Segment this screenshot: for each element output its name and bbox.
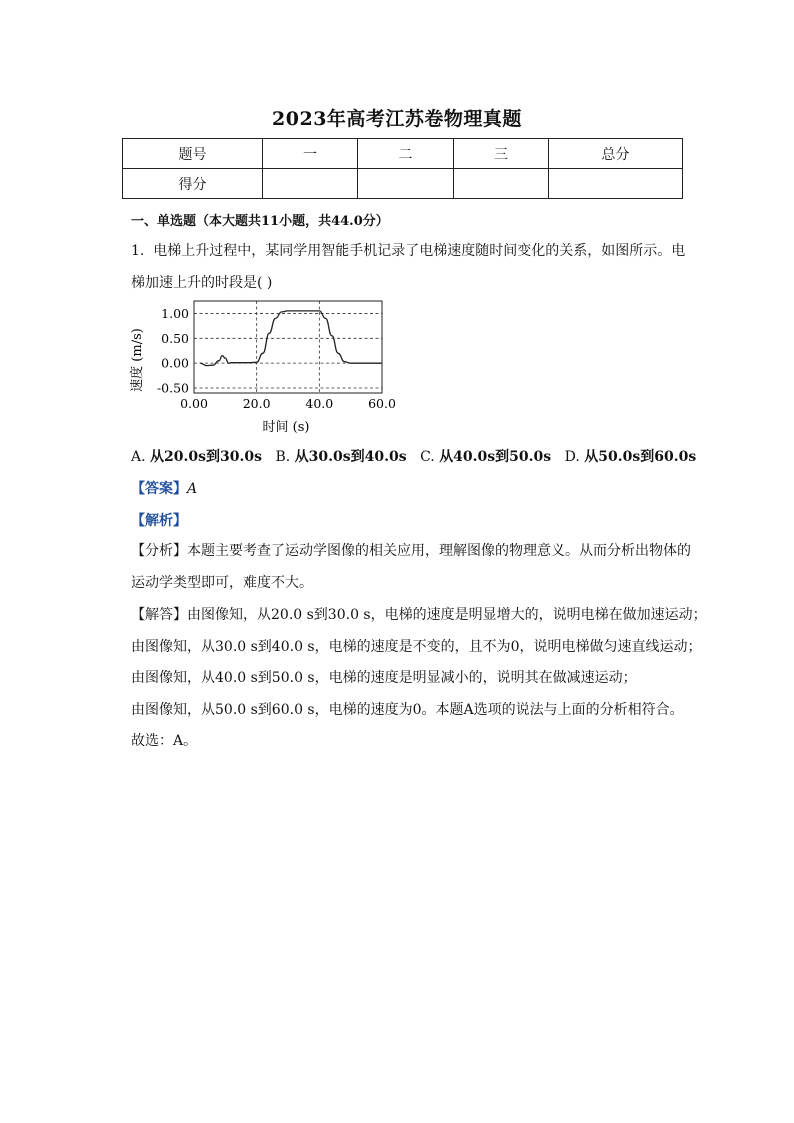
option-text: 从50.0s到60.0s: [584, 449, 697, 465]
analysis-jieda: [131, 600, 707, 758]
fenxi-tag: 【分析】: [131, 543, 187, 559]
x-tick-label: 40.0: [305, 396, 334, 411]
option-label: C.: [420, 449, 435, 465]
chart-frame: [194, 301, 382, 393]
section-heading: 一、单选题（本大题共11小题，共44.0分）: [131, 214, 389, 229]
y-tick-label: 0.00: [161, 355, 189, 371]
question-stem-text-cont: 梯加速上升的时段是( ): [131, 274, 273, 291]
score-table-header-cell: 题号: [123, 139, 263, 169]
score-row-label: 得分: [123, 169, 263, 199]
analysis-heading: [131, 510, 187, 530]
plot-area-border: [194, 301, 382, 393]
answer-line: [131, 478, 197, 498]
question-stem-text: 电梯上升过程中，某同学用智能手机记录了电梯速度随时间变化的关系，如图所示。电: [153, 243, 686, 259]
score-cell: [549, 169, 683, 199]
option-label: B.: [275, 449, 291, 465]
score-table-header-cell: 总分: [549, 139, 683, 169]
y-tick-label: -0.50: [156, 380, 189, 396]
option-label: A.: [131, 449, 146, 465]
jieda-line: 由图像知，从30.0 s到40.0 s，电梯的速度是不变的，且不为0，说明电梯做匀速直线运动；: [131, 638, 702, 655]
option-text: 从30.0s到40.0s: [294, 449, 407, 465]
score-table-score-row: [123, 169, 683, 199]
velocity-time-chart: [122, 292, 396, 442]
x-tick-label: 60.0: [368, 396, 396, 411]
jieda-tag: 【解答】: [131, 607, 187, 623]
question-1-stem: [131, 236, 691, 299]
score-table-header-row: [123, 139, 683, 169]
score-cell: [263, 169, 358, 199]
question-number: 1.: [131, 243, 145, 259]
analysis-tag: 【解析】: [131, 513, 187, 529]
score-table: [122, 138, 683, 199]
score-cell: [454, 169, 549, 199]
y-tick-label: 1.00: [161, 305, 189, 321]
option-b: [275, 449, 406, 465]
option-a: [131, 449, 262, 465]
option-text: 从20.0s到30.0s: [150, 449, 262, 465]
answer-tag: 【答案】: [131, 481, 187, 497]
x-axis-label: 时间 (s): [262, 420, 310, 435]
option-label: D.: [564, 449, 580, 465]
jieda-line: 由图像知，从20.0 s到30.0 s，电梯的速度是明显增大的，说明电梯在做加速运动；: [187, 607, 707, 623]
option-d: [565, 449, 697, 465]
score-table-header-cell: 二: [358, 139, 454, 169]
y-axis-label: 速度 (m/s): [130, 328, 145, 392]
jieda-line: 故选：A。: [131, 733, 198, 749]
analysis-fenxi: [131, 536, 691, 599]
document-title: 2023年高考江苏卷物理真题: [272, 108, 522, 130]
fenxi-text-cont: 运动学类型即可，难度不大。: [131, 574, 313, 591]
y-tick-label: 0.50: [161, 330, 189, 346]
fenxi-text: 本题主要考查了运动学图像的相关应用，理解图像的物理意义。从而分析出物体的: [187, 543, 691, 559]
x-tick-label: 0.00: [180, 396, 208, 411]
chart-tick-labels: [157, 306, 396, 411]
score-table-header-cell: 一: [263, 139, 358, 169]
answer-value: A: [187, 481, 198, 497]
option-text: 从40.0s到50.0s: [439, 449, 552, 465]
x-tick-label: 20.0: [242, 396, 271, 411]
option-c: [420, 449, 551, 465]
answer-options: [131, 446, 705, 468]
score-cell: [358, 169, 454, 199]
score-table-header-cell: 三: [454, 139, 549, 169]
jieda-line: 由图像知，从50.0 s到60.0 s，电梯的速度为0。本题A选项的说法与上面的分析相符合。: [131, 701, 684, 718]
chart-grid: [194, 301, 382, 393]
jieda-line: 由图像知，从40.0 s到50.0 s，电梯的速度是明显减小的，说明其在做减速运动；: [131, 670, 637, 686]
